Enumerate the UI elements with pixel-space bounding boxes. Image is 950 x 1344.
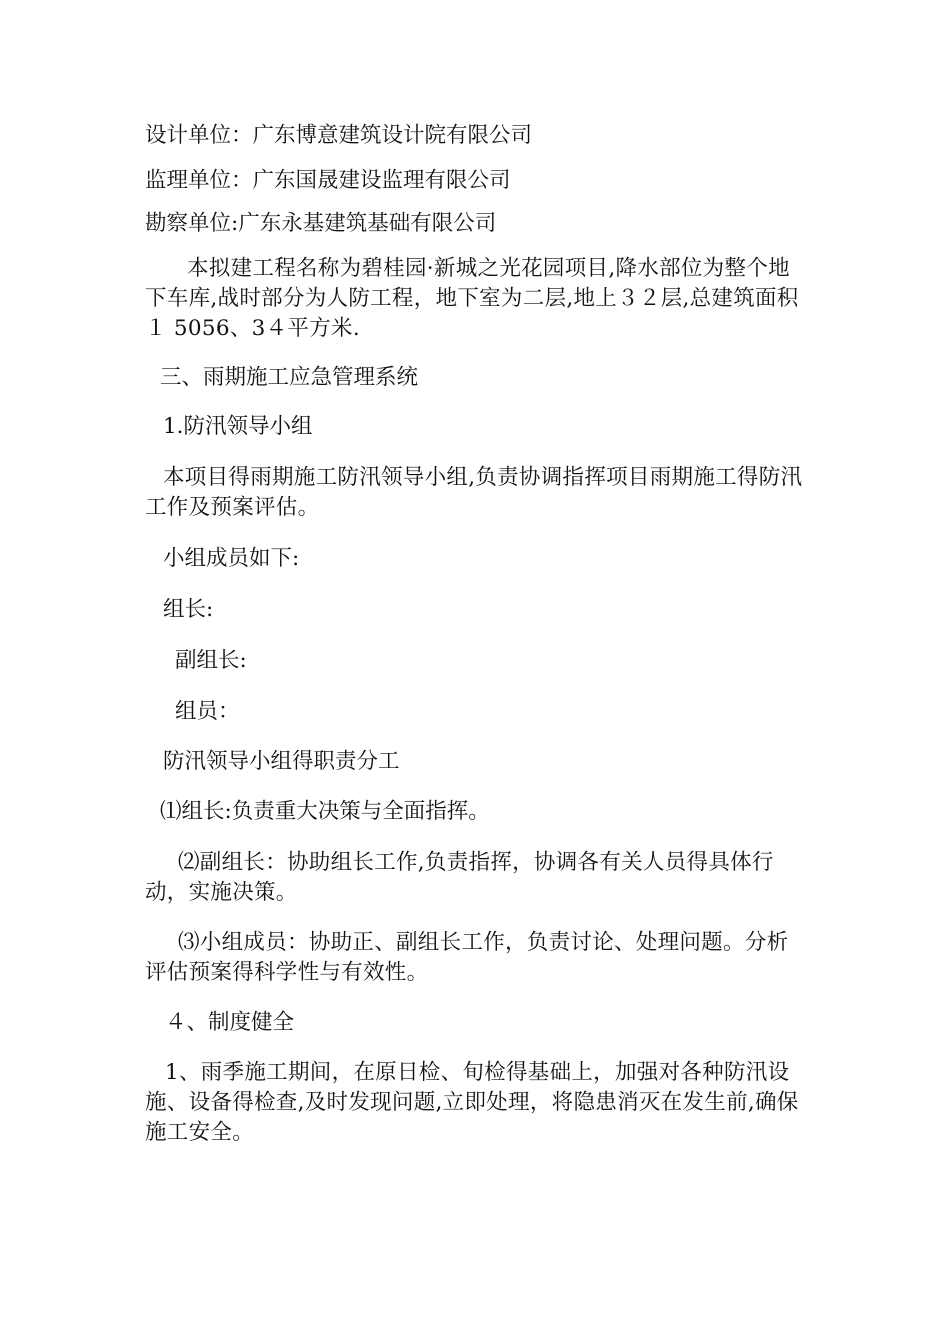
leader-label: 组长:	[163, 597, 214, 622]
duties-heading: 防汛领导小组得职责分工	[163, 749, 400, 774]
design-unit-line: 设计单位：广东博意建筑设计院有限公司	[145, 123, 533, 148]
duty-3-paragraph: ⑶小组成员：协助正、副组长工作，负责讨论、处理问题。分析评估预案得科学性与有效性。	[145, 930, 789, 985]
members-intro-line: 小组成员如下:	[163, 546, 300, 571]
member-label: 组员：	[175, 699, 240, 724]
section-4-heading: ４、制度健全	[165, 1010, 295, 1035]
deputy-leader-label: 副组长:	[175, 648, 247, 673]
project-description-paragraph: 本拟建工程名称为碧桂园·新城之光花园项目,降水部位为整个地下车库,战时部分为人防工程，地下室为二层,地上３２层,总建筑面积１ 5056、3４平方米.	[145, 256, 799, 341]
subsection-1-heading: 1.防汛领导小组	[163, 414, 313, 439]
supervision-unit-line: 监理单位：广东国晟建设监理有限公司	[145, 168, 511, 193]
survey-unit-line: 勘察单位:广东永基建筑基础有限公司	[145, 211, 497, 236]
leadership-group-paragraph: 本项目得雨期施工防汛领导小组,负责协调指挥项目雨期施工得防汛工作及预案评估。	[145, 465, 803, 520]
section-3-heading: 三、雨期施工应急管理系统	[160, 365, 419, 390]
duty-1-line: ⑴组长:负责重大决策与全面指挥。	[160, 799, 490, 824]
duty-2-paragraph: ⑵副组长：协助组长工作,负责指挥，协调各有关人员得具体行动，实施决策。	[145, 850, 774, 905]
rule-1-paragraph: 1、雨季施工期间，在原日检、旬检得基础上，加强对各种防汛设施、设备得检查,及时发现问题,立即处理，将隐患消灭在发生前,确保施工安全。	[145, 1060, 799, 1145]
